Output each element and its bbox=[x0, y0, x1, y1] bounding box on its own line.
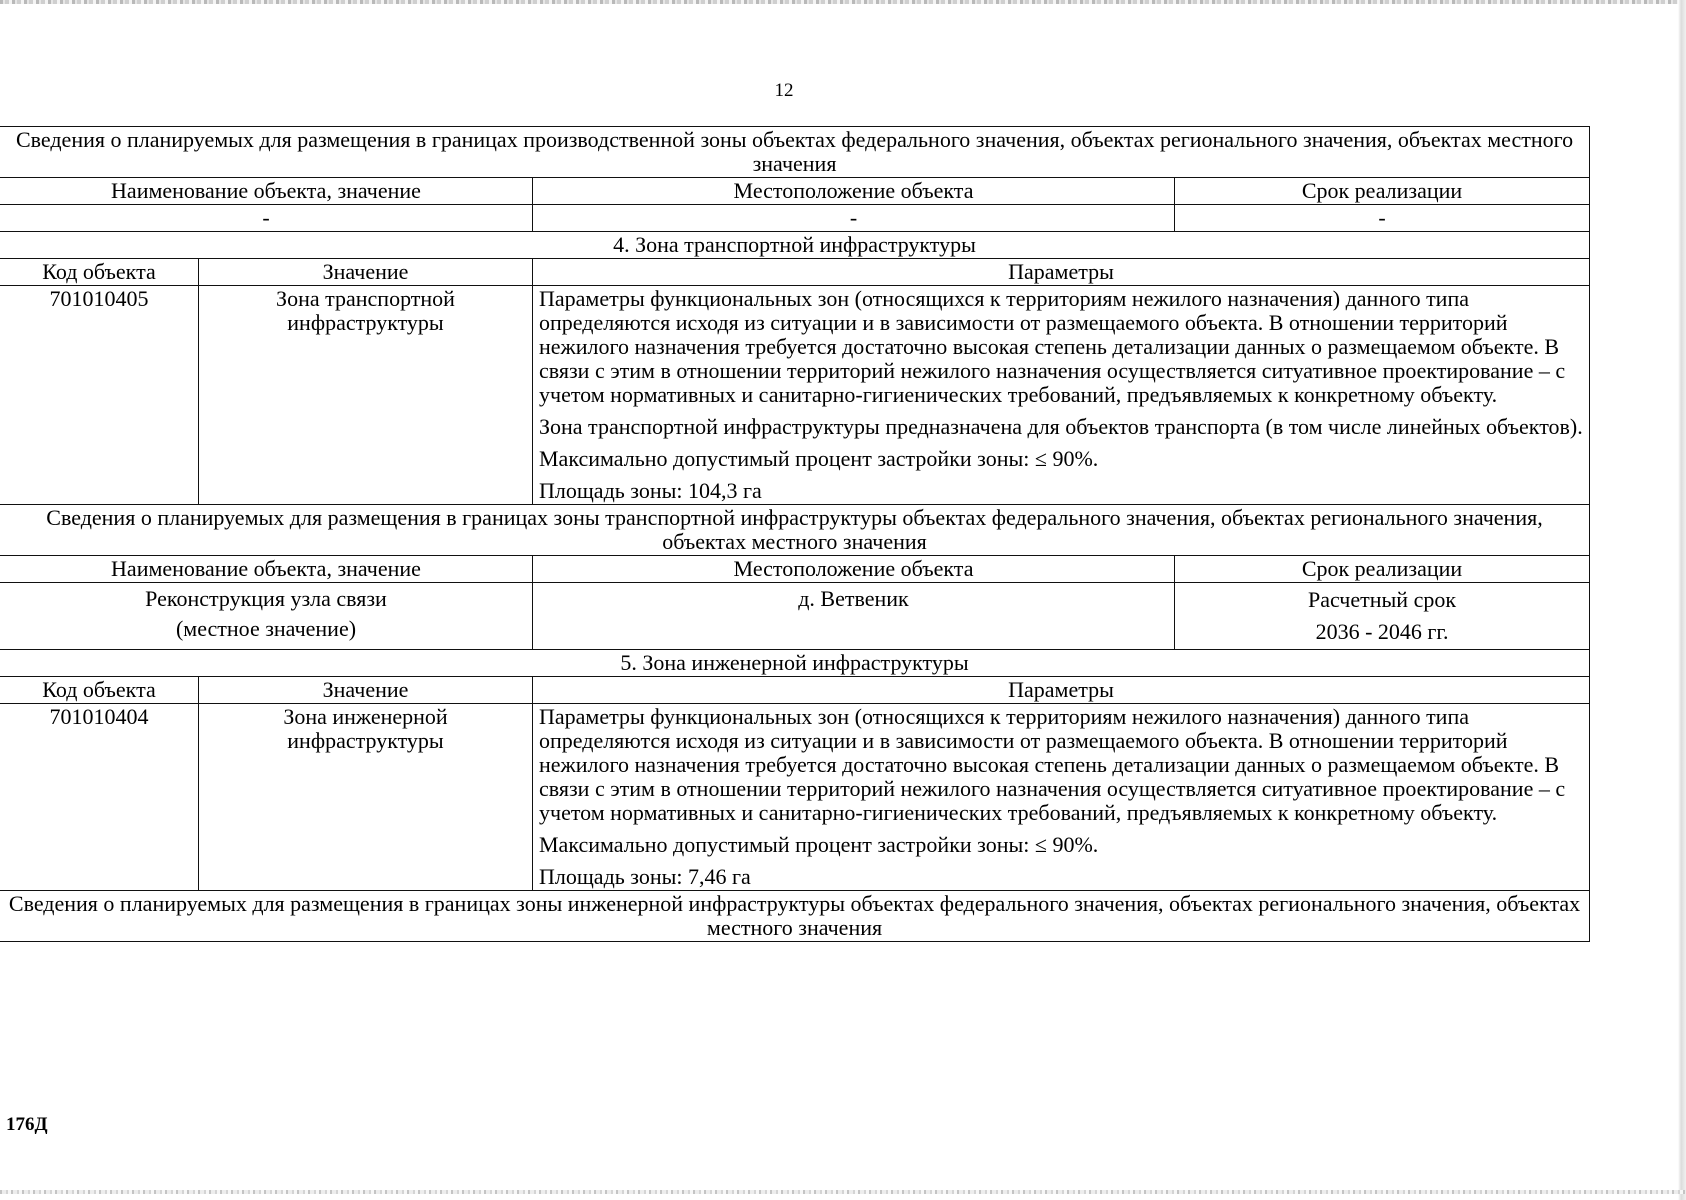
col-header-name: Наименование объекта, значение bbox=[0, 556, 533, 583]
zone4-objects-title-row bbox=[0, 505, 1590, 556]
zone4-object-term-line: 2036 - 2046 гг. bbox=[1315, 619, 1449, 644]
zone5-param-paragraph: Параметры функциональных зон (относящихся к территориям нежилого назначения) данного типа определяются исходя из ситуации и в зависимости от размещаемого объекта. В отношении территорий нежилого назначения требуется достаточно высокая степень детализации данных о размещаемом объекте. В связи с этим в отношении территорий нежилого назначения осуществляется ситуативное проектирование – с учетом нормативных и санитарно-гигиенических требований, предъявляемых к конкретному объекту. bbox=[539, 704, 1566, 825]
zone4-title-row bbox=[0, 232, 1590, 259]
prod-objects-title: Сведения о планируемых для размещения в границах производственной зоны объектах федерального значения, объектах регионального значения, объектах местного значения bbox=[0, 127, 1590, 178]
scan-edge-top bbox=[0, 0, 1686, 4]
prod-object-location: - bbox=[533, 205, 1175, 232]
zone4-object-name-line: Реконструкция узла связи bbox=[145, 586, 387, 611]
zones-table bbox=[0, 126, 1590, 942]
zone4-object-name bbox=[0, 583, 533, 650]
col-header-code: Код объекта bbox=[0, 677, 199, 704]
prod-objects-row bbox=[0, 205, 1590, 232]
zone4-object-location: д. Ветвеник bbox=[533, 583, 1175, 650]
zone4-value: Зона транспортной инфраструктуры bbox=[199, 286, 533, 505]
zone5-objects-title-row bbox=[0, 891, 1590, 942]
col-header-location: Местоположение объекта bbox=[533, 556, 1175, 583]
prod-object-term: - bbox=[1175, 205, 1590, 232]
col-header-name: Наименование объекта, значение bbox=[0, 178, 533, 205]
col-header-term: Срок реализации bbox=[1175, 556, 1590, 583]
col-header-code: Код объекта bbox=[0, 259, 199, 286]
zone5-value: Зона инженерной инфраструктуры bbox=[199, 704, 533, 891]
prod-objects-header-row bbox=[0, 178, 1590, 205]
scan-edge-bottom bbox=[0, 1190, 1686, 1194]
col-header-term: Срок реализации bbox=[1175, 178, 1590, 205]
zone4-params bbox=[533, 286, 1590, 505]
zone5-param-paragraph: Площадь зоны: 7,46 га bbox=[539, 864, 751, 889]
zone5-params bbox=[533, 704, 1590, 891]
zone5-code: 701010404 bbox=[0, 704, 199, 891]
zone4-objects-row bbox=[0, 583, 1590, 650]
col-header-value: Значение bbox=[199, 677, 533, 704]
zone4-code: 701010405 bbox=[0, 286, 199, 505]
zone4-header-row bbox=[0, 259, 1590, 286]
zone5-header-row bbox=[0, 677, 1590, 704]
zone4-param-paragraph: Параметры функциональных зон (относящихся к территориям нежилого назначения) данного типа определяются исходя из ситуации и в зависимости от размещаемого объекта. В отношении территорий нежилого назначения требуется достаточно высокая степень детализации данных о размещаемом объекте. В связи с этим в отношении территорий нежилого назначения осуществляется ситуативное проектирование – с учетом нормативных и санитарно-гигиенических требований, предъявляемых к конкретному объекту. bbox=[539, 286, 1566, 407]
zone4-objects-title: Сведения о планируемых для размещения в границах зоны транспортной инфраструктуры объектах федерального значения, объектах регионального значения, объектах местного значения bbox=[0, 505, 1590, 556]
col-header-location: Местоположение объекта bbox=[533, 178, 1175, 205]
zone4-title: 4. Зона транспортной инфраструктуры bbox=[0, 232, 1590, 259]
zone4-objects-header-row bbox=[0, 556, 1590, 583]
page-number: 12 bbox=[774, 80, 794, 101]
zone4-object-name-line: (местное значение) bbox=[175, 616, 357, 641]
prod-objects-title-row bbox=[0, 127, 1590, 178]
zone4-param-paragraph: Площадь зоны: 104,3 га bbox=[539, 478, 762, 503]
col-header-params: Параметры bbox=[533, 677, 1590, 704]
zone5-row bbox=[0, 704, 1590, 891]
zone4-row bbox=[0, 286, 1590, 505]
prod-object-name: - bbox=[0, 205, 533, 232]
zone5-title: 5. Зона инженерной инфраструктуры bbox=[0, 650, 1590, 677]
zone5-param-paragraph: Максимально допустимый процент застройки зоны: ≤ 90%. bbox=[539, 832, 1099, 857]
document-code: 176Д bbox=[6, 1114, 48, 1135]
col-header-params: Параметры bbox=[533, 259, 1590, 286]
zone5-title-row bbox=[0, 650, 1590, 677]
col-header-value: Значение bbox=[199, 259, 533, 286]
zone4-object-term bbox=[1175, 583, 1590, 650]
zone4-object-term-line: Расчетный срок bbox=[1307, 587, 1457, 612]
zone4-param-paragraph: Зона транспортной инфраструктуры предназначена для объектов транспорта (в том числе линейных объектов). bbox=[539, 414, 1583, 439]
zone4-param-paragraph: Максимально допустимый процент застройки зоны: ≤ 90%. bbox=[539, 446, 1099, 471]
zone5-objects-title: Сведения о планируемых для размещения в границах зоны инженерной инфраструктуры объектах федерального значения, объектах регионального значения, объектах местного значения bbox=[0, 891, 1590, 942]
scan-edge-right bbox=[1678, 0, 1686, 1200]
